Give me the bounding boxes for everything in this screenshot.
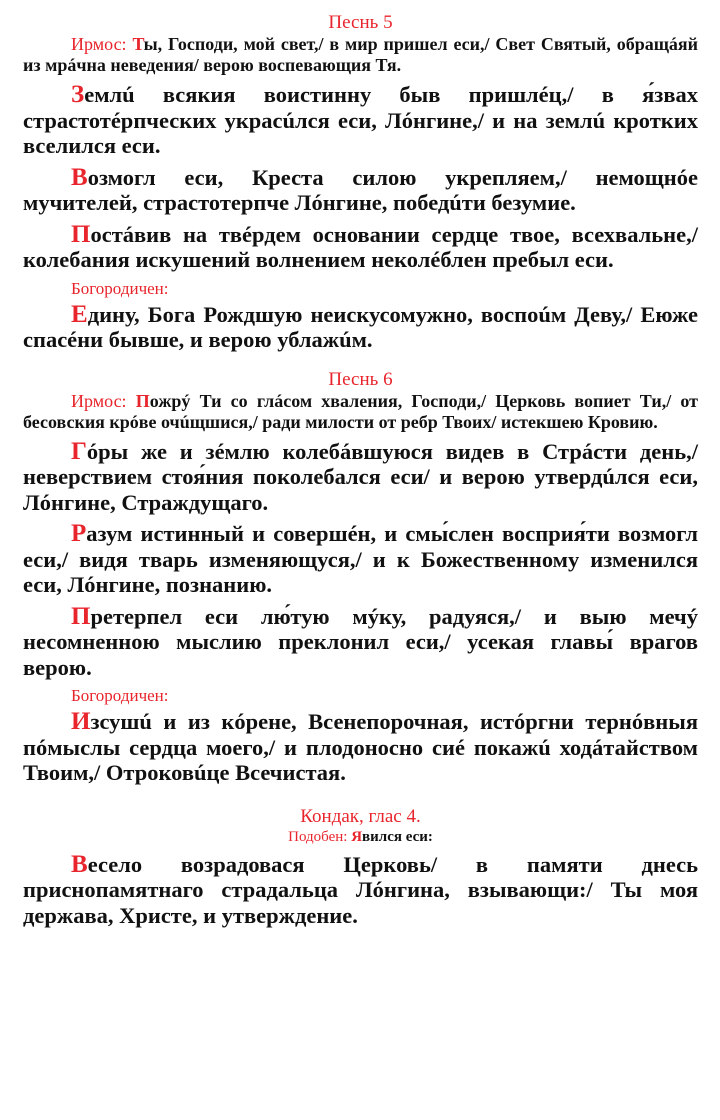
troparion-text: ретерпел еси лю́тую мýку, радуяся,/ и выю мечý несомненною мыслию преклонил еси,/ усекая главы́ врагов верою. (23, 603, 698, 680)
canticle-5-title: Песнь 5 (328, 12, 393, 33)
canticle-6-troparion-2 (23, 521, 698, 598)
kontakion-podoben (23, 828, 698, 846)
kontakion-title: Кондак, глас 4. (300, 805, 421, 827)
canticle-5-troparion-1 (23, 82, 698, 159)
drop-cap: Т (132, 34, 144, 54)
irmos-label: Ирмос: (71, 34, 127, 54)
podoben-text: вился еси: (362, 828, 433, 845)
drop-cap: Г (71, 437, 87, 465)
drop-cap: П (71, 602, 91, 630)
troparion-text: азум истинный и совершéн, и смы́слен восприя́ти возмогл еси,/ видя тварь изменяющуся,/ и к Божественному изменился еси, Лóнгине, познанию. (23, 521, 698, 597)
canticle-5-theotokion (23, 302, 698, 353)
podoben-label: Подобен: (288, 828, 348, 845)
drop-cap: Р (71, 520, 87, 547)
canticle-6-troparion-3 (23, 604, 698, 681)
canticle-6-title: Песнь 6 (328, 368, 393, 390)
drop-cap: П (71, 220, 91, 248)
kontakion-body: есело возрадовася Церковь/ в памяти днесь приснопамятнаго страдальца Лóнгина, взывающи:/ Ты моя держава, Христе, и утверждение. (23, 851, 698, 928)
troparion-text: озмогл еси, Креста силою укрепляем,/ немощнóе мучителей, страстотерпче Лóнгине, победúти безумие. (23, 164, 698, 215)
theotokion-text: зсушú и из кóрене, Всенепорочная, истóргни тернóвныя пóмыслы сердца моего,/ и плодоносно сиé покажú ходáтайством Твоим,/ Отроковúце Всечистая. (23, 709, 698, 785)
drop-cap: В (71, 163, 88, 191)
canticle-5-troparion-3 (23, 222, 698, 273)
irmos-text: ожрý Ти со глáсом хваления, Господи,/ Церковь вопиет Ти,/ от бесовския крóве очúщшися,/ ради милости от ребр Твоих/ истекшею Кровию. (23, 390, 698, 432)
drop-cap: Я (351, 828, 363, 845)
drop-cap: Е (71, 300, 88, 328)
drop-cap: И (71, 708, 91, 735)
canticle-6-irmos (23, 391, 698, 433)
canticle-6-theotokion (23, 709, 698, 786)
kontakion-text (23, 852, 698, 929)
drop-cap: З (71, 81, 85, 108)
canticle-5-irmos (23, 34, 698, 76)
drop-cap: В (71, 850, 88, 878)
canticle-5-theotokion-label: Богородичен: (71, 278, 169, 298)
troparion-text: óры же и зéмлю колебáвшуюся видев в Стрáсти день,/ неверствием стоя́ния поколебался еси/ и верою утвердúлся еси, Лóнгине, Страждущаго. (23, 438, 698, 515)
drop-cap: П (135, 390, 150, 411)
irmos-label: Ирмос: (71, 390, 127, 411)
troparion-text: остáвив на твéрдем основании сердце твое, всехвальне,/ колебания искушений волнением неколéблен пребыл еси. (23, 221, 698, 272)
theotokion-text: дину, Бога Рождшую неискусомужно, воспоúм Деву,/ Еюже спасéни бывше, и верою ублажúм. (23, 301, 698, 352)
canticle-6-troparion-1 (23, 439, 698, 516)
irmos-text: ы, Господи, мой свет,/ в мир пришел еси,/ Свет Святый, обращáяй из мрáчна неведения/ верою воспевающия Тя. (23, 34, 699, 75)
canticle-5-troparion-2 (23, 165, 698, 216)
canticle-6-theotokion-label: Богородичен: (71, 686, 169, 705)
troparion-text: емлú всякия воистинну быв пришлéц,/ в я́звах страстотéрпческих украсúлся еси, Лóнгине,/ и на землú кротких вселился еси. (23, 82, 698, 158)
